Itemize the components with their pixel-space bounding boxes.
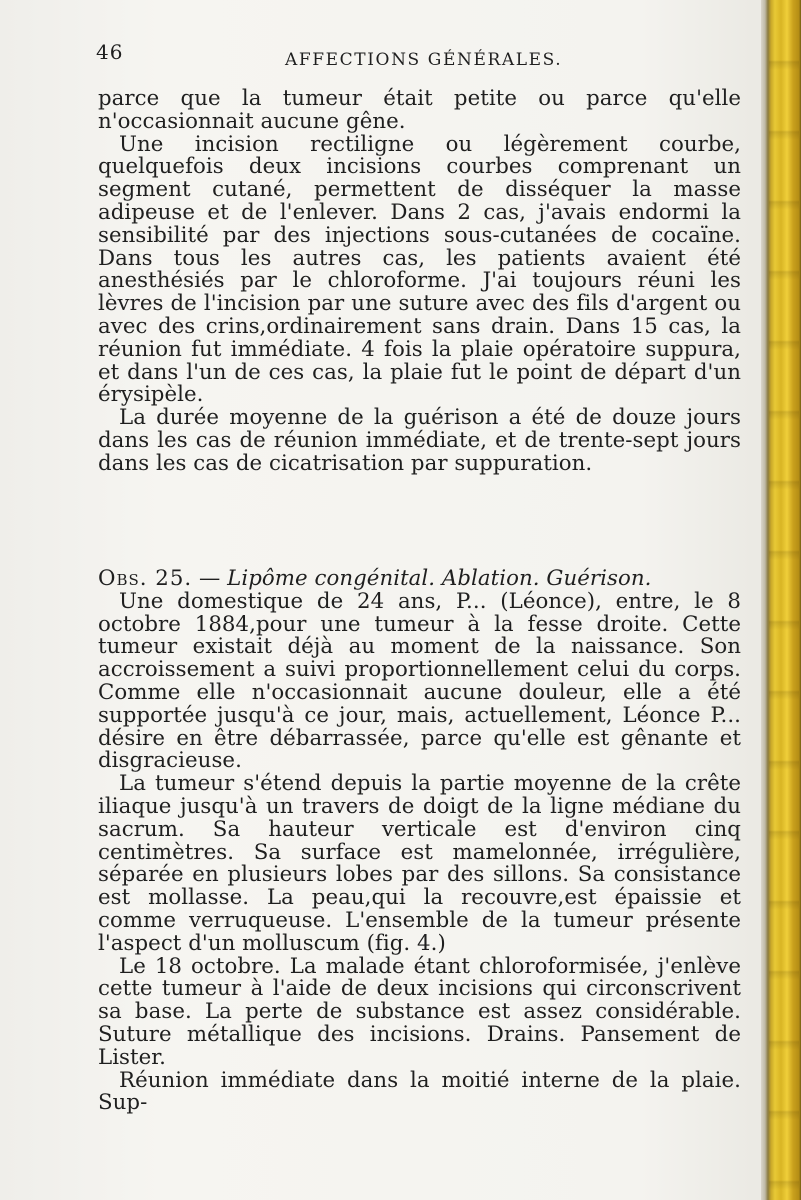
paragraph: Réunion immédiate dans la moitié interne de la plaie. Sup- — [98, 1067, 741, 1116]
paragraph: Le 18 octobre. La malade étant chloroformisée, j'enlève cette tumeur à l'aide de deux incisions qui circonscrivent sa base. La perte de substance est assez considérable. Suture métallique des incisions. Drains. Pansement de Lister. — [98, 953, 741, 1070]
observation-label: Obs. 25. — [98, 566, 193, 591]
paragraph: Une domestique de 24 ans, P... (Léonce), entre, le 8 octobre 1884,pour une tumeur à la fesse droite. Cette tumeur existait déjà au moment de la naissance. Son accroissement a suivi proportionnellement celui du corps. Comme elle n'occasionnait aucune douleur, elle a été supportée jusqu'à ce jour, mais, actuellement, Léonce P... désire en être débarrassée, parce qu'elle est gênante et disgracieuse. — [98, 588, 741, 774]
paragraph: La durée moyenne de la guérison a été de douze jours dans les cas de réunion immédiate, et de trente-sept jours dans les cas de cicatrisation par suppuration. — [98, 405, 741, 476]
observation-dash: — — [192, 566, 228, 591]
header-title: AFFECTIONS GÉNÉRALES. — [285, 50, 563, 70]
paragraph: parce que la tumeur était petite ou parce qu'elle n'occasionnait aucune gêne. — [98, 86, 741, 134]
text-block-intro — [98, 88, 741, 476]
book-binding-edge — [761, 0, 801, 1200]
page-number: 46 — [96, 40, 124, 64]
observation-section — [98, 568, 741, 1115]
running-head — [96, 40, 756, 80]
paragraph: Une incision rectiligne ou légèrement courbe, quelquefois deux incisions courbes comprenant un segment cutané, permettent de disséquer la masse adipeuse et de l'enlever. Dans 2 cas, j'avais endormi la sensibilité par des injections sous-cutanées de cocaïne. Dans tous les autres cas, les patients avaient été anesthésiés par le chloroforme. J'ai toujours réuni les lèvres de l'incision par une suture avec des fils d'argent ou avec des crins,ordinairement sans drain. Dans 15 cas, la réunion fut immédiate. 4 fois la plaie opératoire suppura, et dans l'un de ces cas, la plaie fut le point de départ d'un érysipèle. — [98, 131, 741, 408]
observation-title: Lipôme congénital. Ablation. Guérison. — [227, 566, 652, 591]
observation-heading — [98, 568, 741, 591]
paragraph: La tumeur s'étend depuis la partie moyenne de la crête iliaque jusqu'à un travers de doigt de la ligne médiane du sacrum. Sa hauteur verticale est d'environ cinq centimètres. Sa surface est mamelonnée, irrégulière, séparée en plusieurs lobes par des sillons. Sa consistance est mollasse. La peau,qui la recouvre,est épaissie et comme verruqueuse. L'ensemble de la tumeur présente l'aspect d'un molluscum (fig. 4.) — [98, 771, 741, 956]
